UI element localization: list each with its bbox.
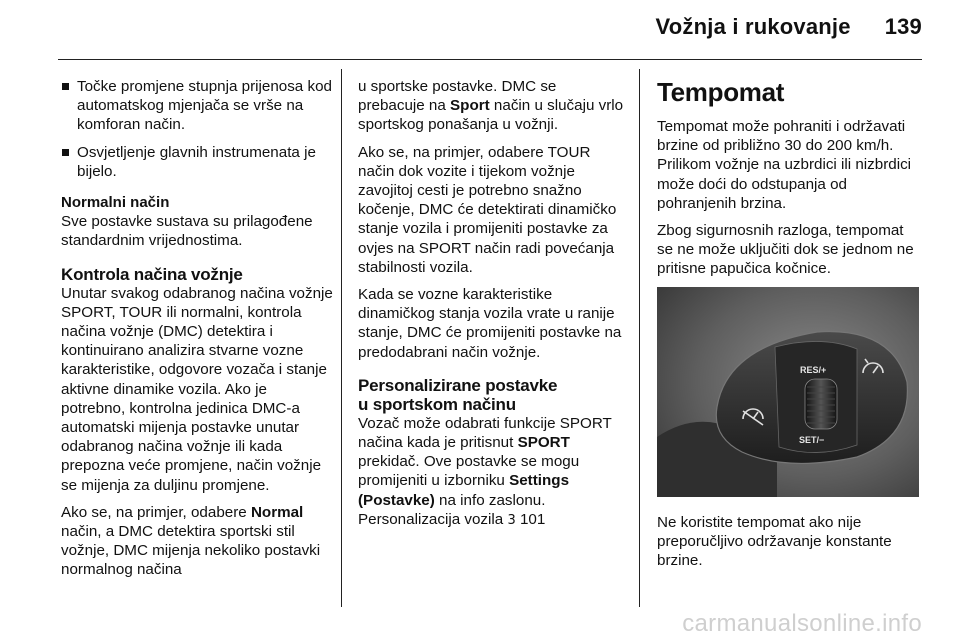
dmc-heading: Kontrola načina vožnje: [61, 264, 243, 284]
normal-mode-text: Sve postavke sustava su prilagođene standardnim vrijednostima.: [61, 213, 313, 250]
column-divider-2: [639, 69, 640, 607]
personalized-heading: Personalizirane postavke u sportskom načinu: [358, 375, 558, 414]
settings-keyword: Settings (Postavke): [358, 472, 570, 509]
page-ref-number: 101: [519, 510, 546, 528]
page-number: 139: [884, 14, 922, 39]
section-title: Vožnja i rukovanje: [655, 14, 851, 39]
cruise-control-heading: Tempomat: [657, 77, 785, 107]
res-plus-label: RES/+: [800, 364, 827, 375]
return-text: Kada se vozne karakteristike dinamičkog stanja vozila vrate u ranije stanje, DMC će promijeniti postavke na predodabrani način vožnje.: [358, 286, 622, 361]
bullet-item: Osvjetljenje glavnih instrumenata je bijelo.: [61, 143, 333, 181]
column-3: [657, 77, 923, 578]
sport-button-keyword: SPORT: [517, 434, 570, 452]
watermark: carmanualsonline.info: [682, 610, 922, 637]
cruise-control-text: Tempomat može pohraniti i održavati brzine od približno 30 do 200 km/h. Prilikom vožnje na uzbrdici ili nizbrdici može doći do odstupanja od pohranjenih brzina.: [657, 118, 912, 212]
tour-example-text: Ako se, na primjer, odabere TOUR način dok vozite i tijekom vožnje zavojitoj cesti je potrebno snažno kočenje, DMC će detektirati dinamičko stanje vozila i promijeniti postavke za ovjes na SPORT način radi povećanja stabilnosti vozila.: [358, 143, 617, 276]
column-2: [358, 77, 626, 538]
warning-text: Ne koristite tempomat ako nije preporučljivo održavanje konstante brzine.: [657, 513, 892, 570]
bullet-item: Točke promjene stupnja prijenosa kod automatskog mjenjača se vrše na komforan način.: [61, 77, 333, 135]
set-minus-label: SET/−: [799, 434, 825, 445]
personalized-text: Vozač može odabrati funkcije SPORT načina kada je pritisnut SPORT prekidač. Ove postavke se mogu promijeniti u izborniku Settings (Postavke) na info zaslonu. Personalizacija vozila 3 101: [358, 414, 612, 528]
header-rule: [58, 59, 922, 60]
column-1: [61, 77, 333, 588]
normal-mode-heading: Normalni način: [61, 194, 170, 212]
dmc-text: Unutar svakog odabranog načina vožnje SPORT, TOUR ili normalni, kontrola načina vožnje (DMC) detektira i kontinuirano analizira stvarne vozne karakteristike, odgovore vozača i stanje aktivne dinamike vozila. Ako je potrebno, kontrolna jedinica DMC-a automatski mijenja postavke unutar odabranog načina vožnje ili kada prepozna veće promjene, način vožnje se mijenja za duljinu promjene.: [61, 284, 333, 494]
sport-keyword: Sport: [450, 97, 490, 115]
page-header: [656, 14, 922, 40]
sport-switch-text: u sportske postavke. DMC se prebacuje na Sport način u slučaju vrlo sportskog ponašanja u vožnji.: [358, 78, 624, 134]
safety-text: Zbog sigurnosnih razloga, tempomat se ne može uključiti dok se jednom ne pritisne papučica kočnice.: [657, 222, 914, 278]
page-ref-icon: 3: [507, 512, 516, 528]
column-divider-1: [341, 69, 342, 607]
dmc-example-text: Ako se, na primjer, odabere Normal način, a DMC detektira sportski stil vožnje, DMC mijenja nekoliko postavki normalnog načina: [61, 503, 321, 579]
steering-wheel-controls-photo: [657, 287, 919, 497]
normal-keyword: Normal: [250, 503, 304, 521]
